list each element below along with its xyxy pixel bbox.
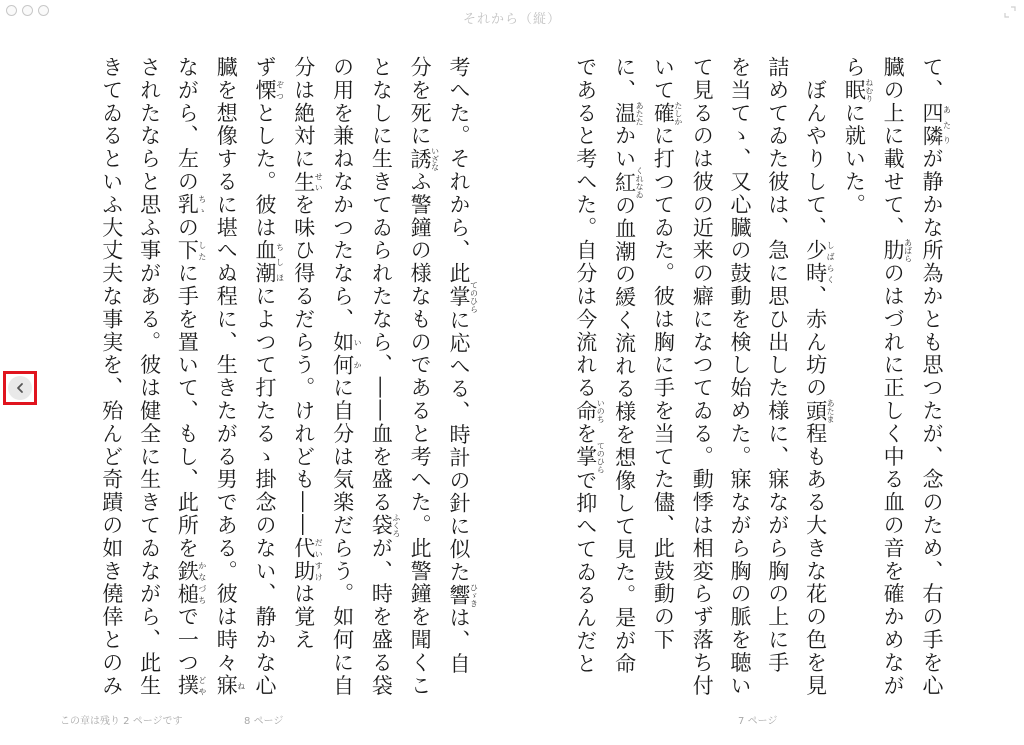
- right-page-number: 7 ページ: [738, 716, 778, 727]
- text-line: て見るのは彼の近来の癖になつてゐる。動悸は相変らず落ち付: [690, 56, 715, 698]
- text-line: 詰めてゐた彼は、急に思ひ出した様に、寐ながら胸の上に手: [765, 56, 790, 675]
- text-line: て、四隣あたりが静かな所為かとも思つたが、念のため、右の手を心: [919, 56, 952, 698]
- text-line: であると考へた。自分は今流れる命いのちを掌てのひらで抑へてゐるんだと: [573, 56, 606, 676]
- text-line: ら眠ねむりに就いた。: [842, 56, 874, 217]
- left-page-number: 8 ページ: [244, 716, 284, 727]
- text-line: の用を兼ねなかつたなら、如何いかに自分は気楽だらう。如何に自: [330, 56, 363, 698]
- text-line: となしに生きてゐられたなら、――血を盛る袋ふくろが、時を盛る袋: [369, 56, 401, 698]
- text-line: 臓を想像するに堪へぬ程に、生きたがる男である。彼は時々寐ね: [214, 56, 246, 698]
- text-line: されたならと思ふ事がある。彼は健全に生きてゐながら、此生: [137, 56, 162, 698]
- text-line: いて確たしかに打つてゐた。彼は胸に手を当てた儘、此鼓動の下: [651, 56, 683, 652]
- text-line: ぼんやりして、少時しばらく、赤ん坊の頭あたま程もある大きな花の色を見: [803, 56, 836, 698]
- right-page: [566, 56, 958, 696]
- text-line: 分は絶対に生せいを味ひ得るだらう。けれども――代助だいすけは覚え: [291, 56, 324, 652]
- chevron-left-icon: [8, 376, 32, 400]
- text-line: を当てゝ、又心臓の鼓動を検し始めた。寐ながら胸の脈を聴い: [727, 56, 752, 698]
- text-line: きてゐるといふ大丈夫な事実を、殆んど奇蹟の如き僥倖とのみ: [99, 56, 124, 698]
- right-page-text: [566, 56, 951, 696]
- text-line: ず慄ぞつとした。彼は血潮ちしほによつて打たるゝ掛念のない、静かな心: [252, 56, 285, 698]
- title-bar: [0, 0, 1024, 36]
- fullscreen-icon[interactable]: [1004, 6, 1016, 18]
- left-page-text: [92, 56, 478, 696]
- text-line: 考へた。それから、此掌てのひらに応へる、時計の針に似た響ひゞきは、自: [446, 56, 479, 676]
- previous-page-button[interactable]: [3, 371, 37, 405]
- text-line: 分を死に誘いざなふ警鐘の様なものであると考へた。此警鐘を聞くこ: [408, 56, 440, 698]
- window-title: それから（縦）: [462, 12, 561, 27]
- chapter-remaining: この章は残り 2 ページです: [60, 716, 183, 727]
- text-line: ながら、左の乳ちゝの下したに手を置いて、もし、此所を鉄槌かなづちで一つ撲どや: [175, 56, 207, 698]
- text-line: 臓の上に載せて、肋あばらのはづれに正しく中る血の音を確かめなが: [881, 56, 913, 698]
- text-line: に、温あたたかい紅くれなゐの血潮の緩く流れる様を想像して見た。是が命: [612, 56, 645, 676]
- left-page: [92, 56, 479, 698]
